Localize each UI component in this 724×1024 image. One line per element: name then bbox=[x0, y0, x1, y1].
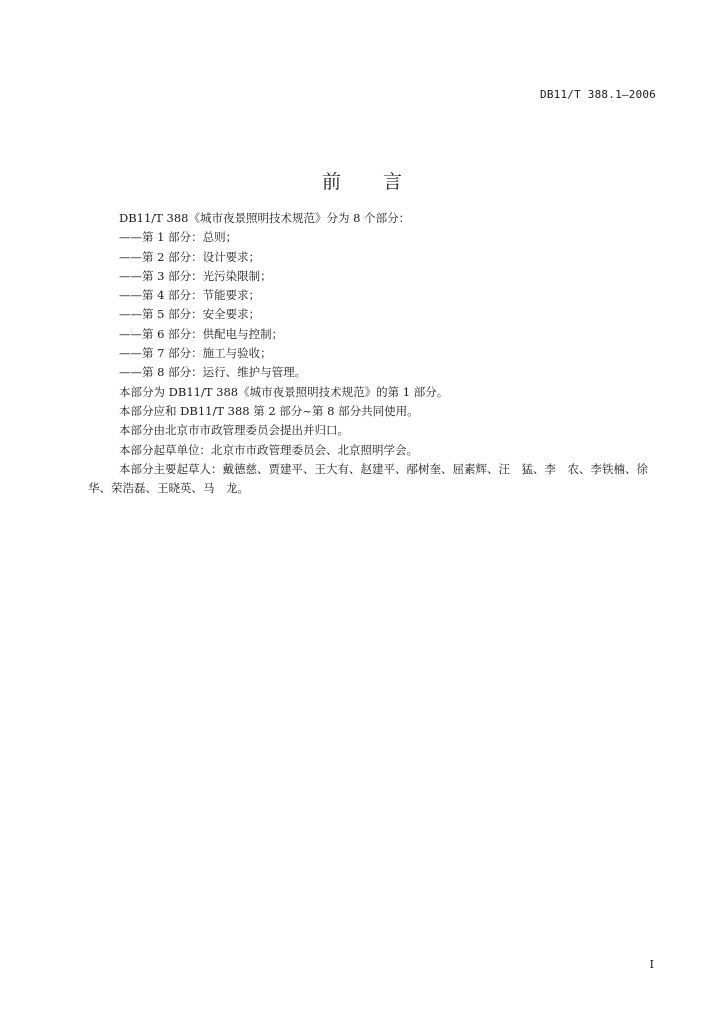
paragraph-proposer: 本部分由北京市市政管理委员会提出并归口。 bbox=[119, 423, 349, 438]
list-item-part-3: ——第 3 部分：光污染限制； bbox=[119, 268, 272, 283]
list-item-part-4: ——第 4 部分：节能要求； bbox=[119, 288, 261, 303]
document-body bbox=[88, 209, 658, 498]
list-item-part-6: ——第 6 部分：供配电与控制； bbox=[119, 326, 284, 341]
paragraph-part-statement: 本部分为 DB11/T 388《城市夜景照明技术规范》的第 1 部分。 bbox=[119, 384, 449, 399]
paragraph-drafters: 本部分主要起草人：戴德慈、贾建平、王大有、赵建平、邴树奎、屈素辉、汪 猛、李 农、李铁楠、徐 华、荣浩磊、王晓英、马 龙。 bbox=[88, 461, 660, 496]
page-title: 前 言 bbox=[321, 171, 421, 193]
list-item-part-7: ——第 7 部分：施工与验收； bbox=[119, 346, 272, 361]
page-number: I bbox=[649, 958, 654, 971]
list-item-part-5: ——第 5 部分：安全要求； bbox=[119, 307, 261, 322]
list-item-part-2: ——第 2 部分：设计要求； bbox=[119, 249, 261, 264]
paragraph-intro: DB11/T 388《城市夜景照明技术规范》分为 8 个部分： bbox=[119, 211, 411, 225]
list-item-part-8: ——第 8 部分：运行、维护与管理。 bbox=[119, 365, 307, 380]
document-code: DB11/T 388.1—2006 bbox=[540, 88, 656, 101]
paragraph-drafting-unit: 本部分起草单位：北京市市政管理委员会、北京照明学会。 bbox=[119, 442, 418, 457]
list-item-part-1: ——第 1 部分：总则； bbox=[119, 230, 238, 245]
paragraph-usage: 本部分应和 DB11/T 388 第 2 部分~第 8 部分共同使用。 bbox=[119, 403, 419, 418]
